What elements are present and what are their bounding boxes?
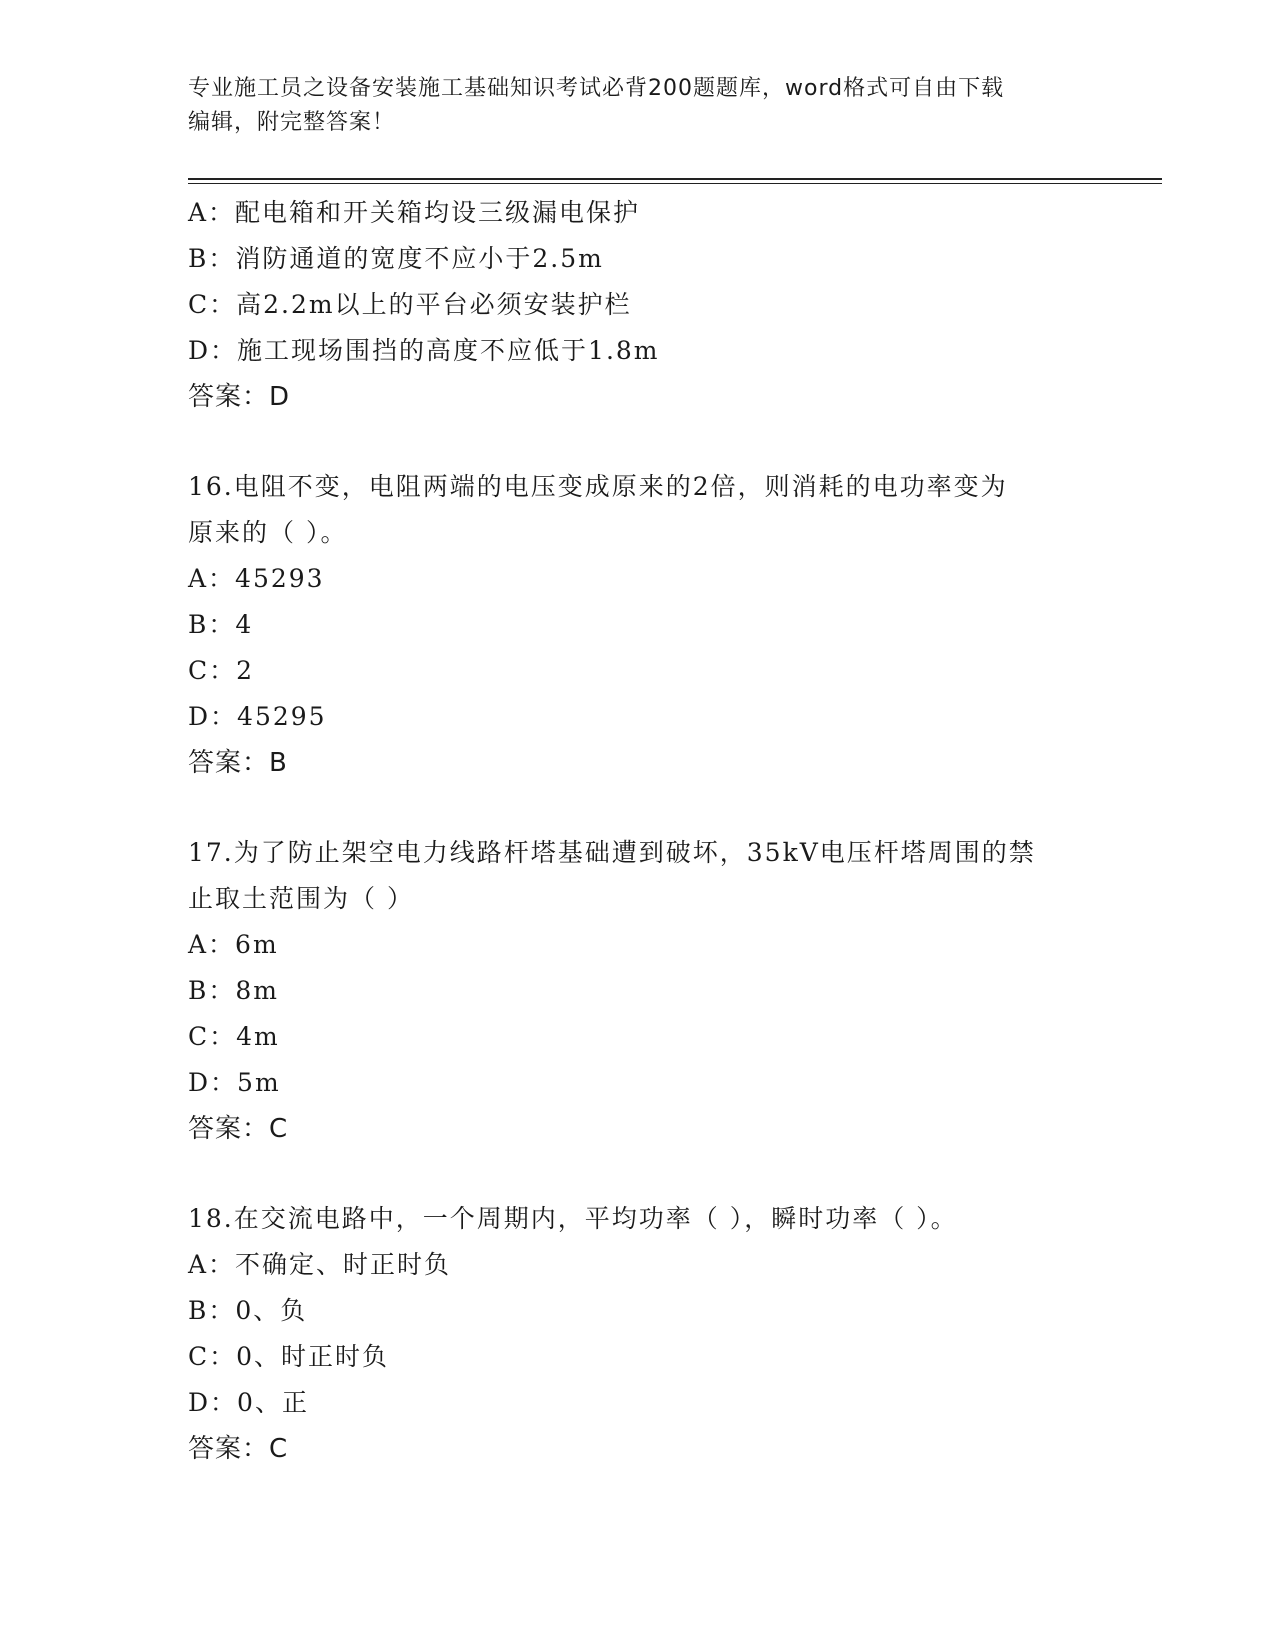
answer-line: 答案：C	[188, 1114, 289, 1144]
header-divider-thick	[188, 178, 1162, 180]
option-a: A：配电箱和开关箱均设三级漏电保护	[188, 198, 641, 227]
option-b: B：8m	[188, 976, 279, 1005]
header-line-2: 编辑，附完整答案！	[188, 110, 396, 135]
option-c: C：4m	[188, 1022, 280, 1051]
answer-line: 答案：C	[188, 1434, 289, 1464]
option-c: C：高2.2m以上的平台必须安装护栏	[188, 290, 632, 319]
question-text-line-1: 18.在交流电路中，一个周期内，平均功率（ ），瞬时功率（ ）。	[188, 1204, 958, 1233]
option-a: A：6m	[188, 930, 279, 959]
answer-line: 答案：D	[188, 382, 291, 412]
question-text-line-2: 止取土范围为（ ）	[188, 884, 414, 913]
option-d: D：5m	[188, 1068, 281, 1097]
header-line-1: 专业施工员之设备安装施工基础知识考试必背200题题库，word格式可自由下载	[188, 76, 1005, 101]
option-b: B：消防通道的宽度不应小于2.5m	[188, 244, 604, 273]
question-list	[188, 190, 1088, 1472]
option-d: D：0、正	[188, 1388, 309, 1417]
option-b: B：0、负	[188, 1296, 308, 1325]
question-block-15-continued	[188, 190, 1088, 420]
header-divider-thin	[188, 183, 1162, 184]
answer-line: 答案：B	[188, 748, 288, 778]
question-block-17	[188, 830, 1088, 1152]
question-block-16	[188, 464, 1088, 786]
option-d: D：施工现场围挡的高度不应低于1.8m	[188, 336, 660, 365]
option-a: A：不确定、时正时负	[188, 1250, 452, 1279]
question-text-line-1: 16.电阻不变，电阻两端的电压变成原来的2倍，则消耗的电功率变为	[188, 472, 1008, 501]
option-d: D：45295	[188, 702, 327, 731]
option-b: B：4	[188, 610, 254, 639]
option-a: A：45293	[188, 564, 325, 593]
question-text-line-2: 原来的（ ）。	[188, 518, 348, 547]
document-header	[188, 72, 1088, 140]
question-text-line-1: 17.为了防止架空电力线路杆塔基础遭到破坏，35kV电压杆塔周围的禁	[188, 838, 1036, 867]
option-c: C：0、时正时负	[188, 1342, 390, 1371]
option-c: C：2	[188, 656, 255, 685]
question-block-18	[188, 1196, 1088, 1472]
